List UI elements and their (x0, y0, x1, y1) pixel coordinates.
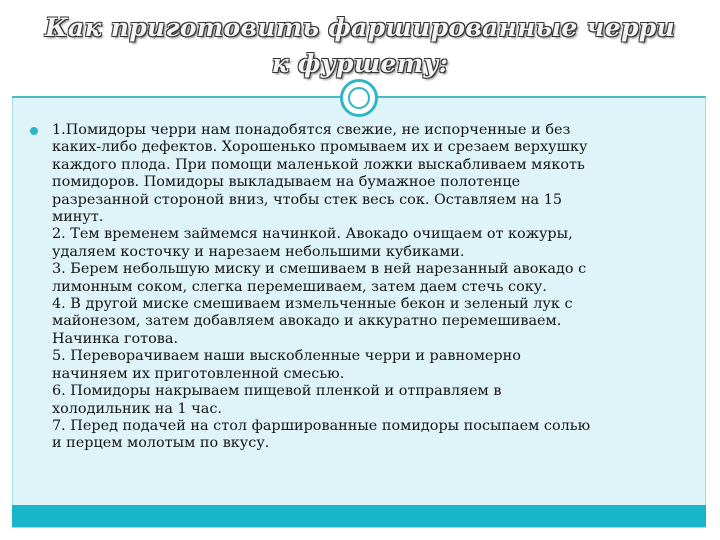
circle-ornament-icon (340, 79, 378, 117)
text-line: 7. Перед подачей на стол фаршированные помидоры посыпаем солью (52, 417, 591, 434)
text-line: минут. (52, 209, 104, 226)
text-line: разрезанной стороной вниз, чтобы стек весь сок. Оставляем на 15 (52, 191, 563, 208)
text-line: холодильник на 1 час. (52, 400, 222, 417)
recipe-lines (52, 122, 694, 453)
inner-ring (348, 87, 370, 109)
text-line: каждого плода. При помощи маленькой ложки выскабливаем мякоть (52, 156, 585, 173)
text-line: Начинка готова. (52, 330, 179, 347)
text-line: майонезом, затем добавляем авокадо и аккуратно перемешиваем. (52, 313, 562, 330)
text-line: лимонным соком, слегка перемешиваем, затем даем стечь соку. (52, 278, 547, 295)
text-line: помидоров. Помидоры выкладываем на бумажное полотенце (52, 174, 521, 191)
title-line-2: к фуршету: (271, 49, 449, 78)
text-line: 3. Берем небольшую миску и смешиваем в ней нарезанный авокадо с (52, 261, 587, 278)
text-line: и перцем молотым по вкусу. (52, 435, 270, 452)
text-line: 5. Переворачиваем наши выскобленные черри и равномерно (52, 348, 521, 365)
text-line: каких-либо дефектов. Хорошенько промываем их и срезаем верхушку (52, 139, 588, 156)
text-line: начиняем их приготовленной смесью. (52, 365, 345, 382)
recipe-text (30, 122, 694, 453)
bottom-accent-bar (12, 505, 706, 527)
slide-title (12, 4, 708, 82)
text-line: 6. Помидоры накрываем пищевой пленкой и отправляем в (52, 383, 502, 400)
text-line: 2. Тем временем займемся начинкой. Авокадо очищаем от кожуры, (52, 226, 573, 243)
text-line: удаляем косточку и нарезаем небольшими кубиками. (52, 243, 465, 260)
title-line-1: Как приготовить фаршированные черри (44, 13, 676, 42)
text-line: 4. В другой миске смешиваем измельченные бекон и зеленый лук с (52, 296, 573, 313)
bullet-icon (30, 127, 38, 135)
text-line: 1.Помидоры черри нам понадобятся свежие, не испорченные и без (52, 122, 571, 138)
